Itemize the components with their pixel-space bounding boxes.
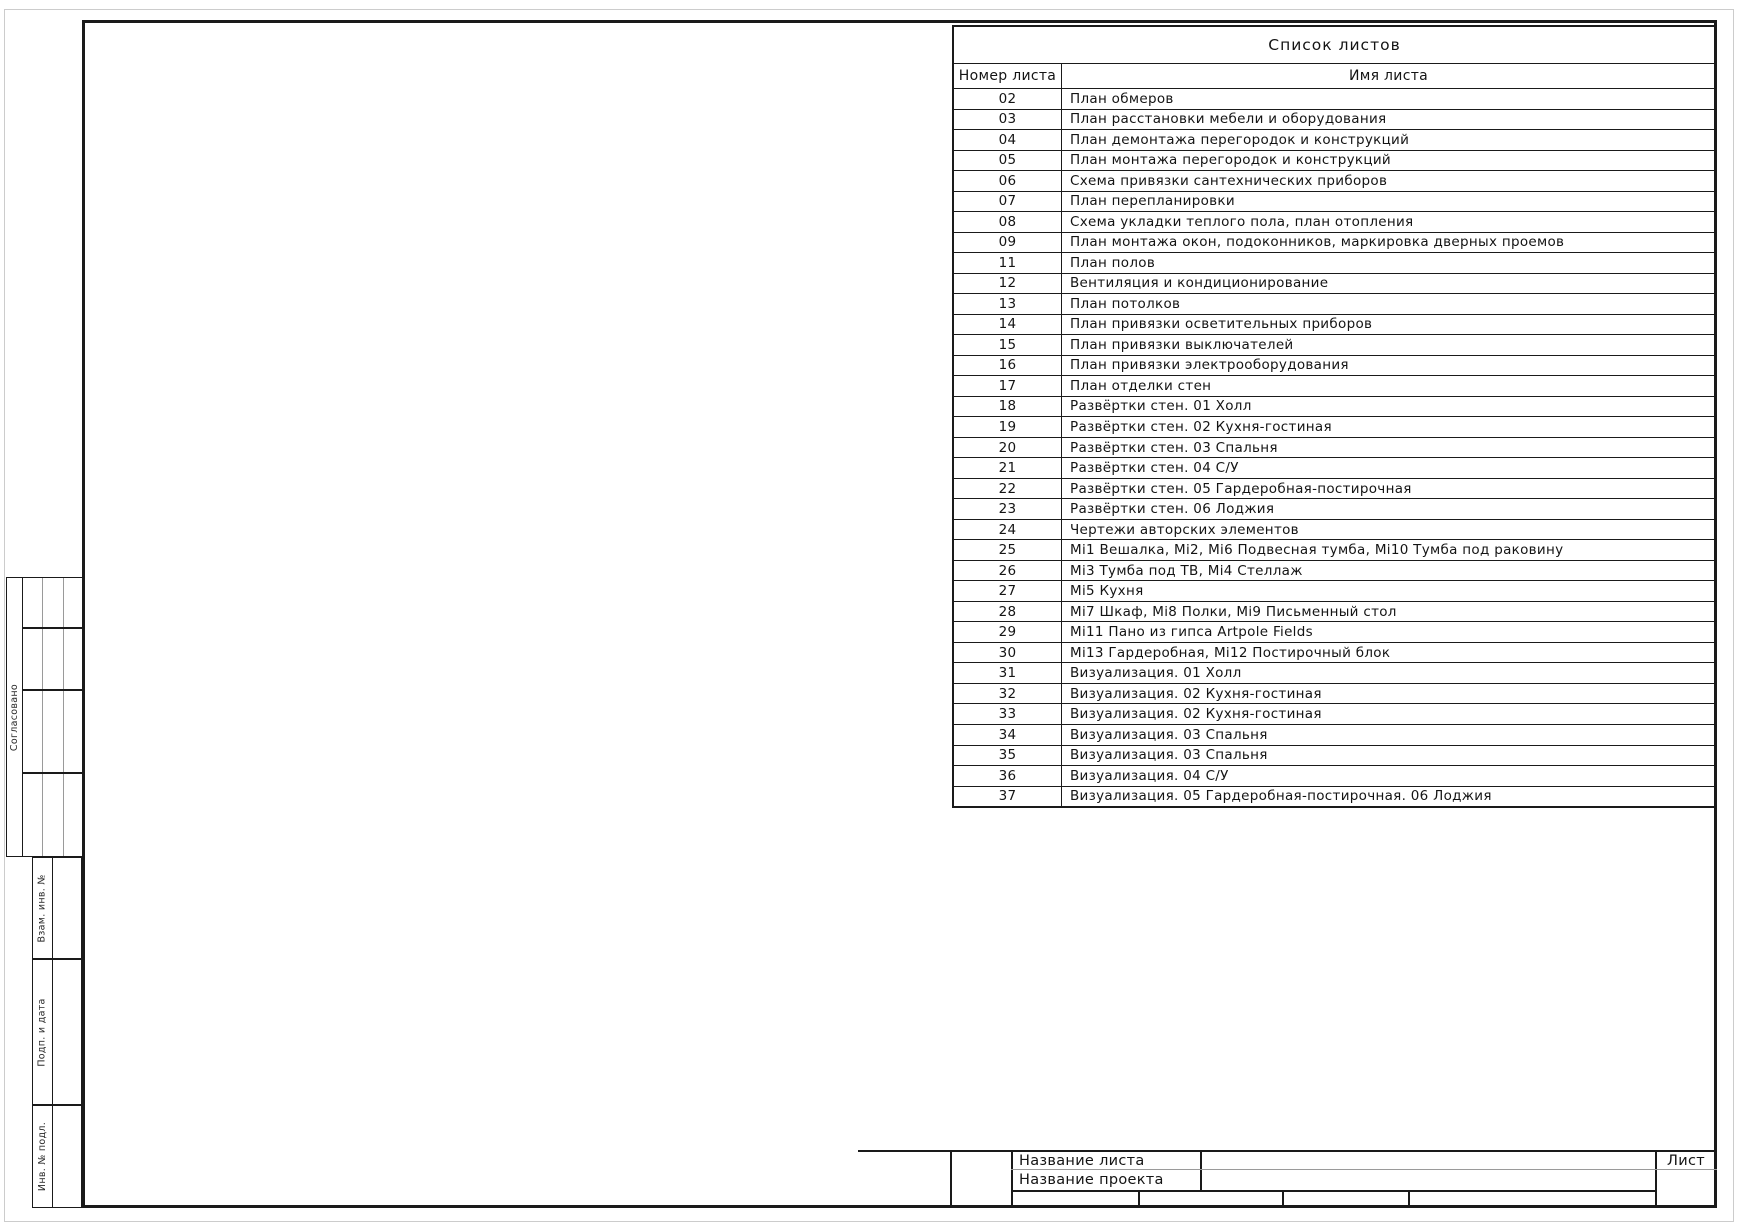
row-name-cell: Развёртки стен. 06 Лоджия (1070, 501, 1275, 518)
title-block-divider (1200, 1152, 1202, 1190)
title-block-divider (1138, 1190, 1140, 1208)
row-name-cell: План расстановки мебели и оборудования (1070, 111, 1387, 128)
sheet-name-label: Название листа (1019, 1153, 1145, 1169)
title-block-row-line (1011, 1190, 1655, 1192)
stamp-label-column (7, 578, 23, 856)
row-name-cell: Визуализация. 03 Спальня (1070, 747, 1268, 764)
row-number-cell: 15 (954, 335, 1062, 355)
row-name-cell: План обмеров (1070, 90, 1174, 107)
table-row (954, 766, 1715, 787)
table-row (954, 602, 1715, 623)
row-number-cell: 12 (954, 274, 1062, 294)
row-name-cell: Вентиляция и кондиционирование (1070, 275, 1329, 292)
row-number-cell: 16 (954, 356, 1062, 376)
table-row (954, 499, 1715, 520)
table-row (954, 315, 1715, 336)
row-number-cell: 14 (954, 315, 1062, 335)
row-name-cell: Mi3 Тумба под ТВ, Mi4 Стеллаж (1070, 562, 1303, 579)
table-row (954, 417, 1715, 438)
title-block-divider (950, 1152, 952, 1208)
soglasovano-label: Согласовано (9, 683, 20, 751)
row-number-cell: 21 (954, 458, 1062, 478)
stamp-grid-line (23, 627, 82, 629)
stamp-grid-line (23, 772, 82, 774)
table-row (954, 294, 1715, 315)
row-name-cell: Схема укладки теплого пола, план отопления (1070, 213, 1414, 230)
row-name-cell: Развёртки стен. 02 Кухня-гостиная (1070, 419, 1332, 435)
stamp-grid-line (23, 689, 82, 691)
row-number-cell: 30 (954, 643, 1062, 663)
row-name-cell: План демонтажа перегородок и конструкций (1070, 131, 1410, 148)
title-block-divider (1408, 1190, 1410, 1208)
row-number-cell: 36 (954, 766, 1062, 786)
row-name-cell: План перепланировки (1070, 193, 1235, 210)
row-name-cell: План монтажа окон, подоконников, маркировка дверных проемов (1070, 234, 1565, 251)
row-name-cell: Визуализация. 02 Кухня-гостиная (1070, 706, 1322, 723)
row-number-cell: 04 (954, 130, 1062, 150)
row-number-cell: 08 (954, 212, 1062, 232)
row-number-cell: 07 (954, 192, 1062, 212)
row-name-cell: План привязки электрооборудования (1070, 357, 1349, 374)
table-row (954, 171, 1715, 192)
table-row (954, 643, 1715, 664)
table-row (954, 540, 1715, 561)
stamp-podp-data (32, 959, 82, 1105)
table-row (954, 233, 1715, 254)
stamp-grid-line (63, 578, 64, 856)
stamp-label-column (33, 960, 53, 1104)
table-row (954, 253, 1715, 274)
row-number-cell: 24 (954, 520, 1062, 540)
table-row (954, 520, 1715, 541)
row-number-cell: 22 (954, 479, 1062, 499)
table-row (954, 684, 1715, 705)
row-number-cell: 34 (954, 725, 1062, 745)
row-number-cell: 27 (954, 581, 1062, 601)
row-number-cell: 02 (954, 89, 1062, 109)
row-number-cell: 31 (954, 663, 1062, 683)
row-name-cell: План привязки осветительных приборов (1070, 316, 1373, 333)
sheet-list-header (954, 64, 1715, 89)
sheet-number-label: Лист (1667, 1153, 1705, 1169)
column-header-name: Имя листа (1348, 68, 1429, 84)
row-name-cell: Чертежи авторских элементов (1070, 521, 1299, 538)
row-name-cell: Визуализация. 04 С/У (1070, 767, 1229, 784)
row-name-cell: Схема привязки сантехнических приборов (1070, 172, 1388, 189)
row-name-cell: Mi7 Шкаф, Mi8 Полки, Mi9 Письменный стол (1070, 603, 1397, 620)
table-row (954, 274, 1715, 295)
table-row (954, 397, 1715, 418)
row-number-cell: 11 (954, 253, 1062, 273)
row-number-cell: 33 (954, 704, 1062, 724)
row-number-cell: 23 (954, 499, 1062, 519)
table-row (954, 561, 1715, 582)
row-name-cell: Mi5 Кухня (1070, 583, 1144, 600)
table-row (954, 704, 1715, 725)
row-number-cell: 05 (954, 151, 1062, 171)
row-name-cell: Развёртки стен. 05 Гардеробная-постирочная (1070, 480, 1412, 497)
row-name-cell: План монтажа перегородок и конструкций (1070, 152, 1391, 169)
row-number-cell: 19 (954, 417, 1062, 437)
table-row (954, 89, 1715, 110)
title-block-row-line (1011, 1169, 1717, 1170)
stamp-vzam-inv (32, 857, 82, 959)
row-number-cell: 13 (954, 294, 1062, 314)
row-name-cell: Визуализация. 05 Гардеробная-постирочная. 06 Лоджия (1070, 788, 1492, 805)
sheet-list-table (952, 25, 1717, 808)
sheet-list-title: Список листов (954, 27, 1715, 64)
row-number-cell: 09 (954, 233, 1062, 253)
table-row (954, 151, 1715, 172)
row-name-cell: План потолков (1070, 295, 1181, 312)
row-number-cell: 06 (954, 171, 1062, 191)
row-name-cell: Mi13 Гардеробная, Mi12 Постирочный блок (1070, 644, 1391, 661)
table-row (954, 376, 1715, 397)
title-block-divider (1282, 1190, 1284, 1208)
row-name-cell: Визуализация. 03 Спальня (1070, 726, 1268, 743)
project-name-label: Название проекта (1019, 1172, 1164, 1188)
row-number-cell: 26 (954, 561, 1062, 581)
table-row (954, 479, 1715, 500)
vzam-inv-label: Взам. инв. № (37, 873, 49, 943)
table-row (954, 725, 1715, 746)
row-number-cell: 20 (954, 438, 1062, 458)
table-row (954, 335, 1715, 356)
sheet-rows (954, 89, 1715, 806)
stamp-label-column (33, 1106, 53, 1207)
inv-podl-label: Инв. № подл. (37, 1121, 49, 1192)
row-name-cell: Развёртки стен. 03 Спальня (1070, 439, 1278, 456)
table-row (954, 438, 1715, 459)
table-row (954, 130, 1715, 151)
stamp-inv-podl (32, 1105, 82, 1208)
stamp-grid-line (42, 578, 43, 856)
table-row (954, 356, 1715, 377)
row-number-cell: 35 (954, 746, 1062, 766)
row-name-cell: Mi11 Пано из гипса Artpole Fields (1070, 624, 1313, 641)
stamp-soglasovano (6, 577, 83, 857)
row-name-cell: Развёртки стен. 01 Холл (1070, 398, 1252, 415)
title-block-divider (1011, 1152, 1013, 1208)
table-row (954, 746, 1715, 767)
row-number-cell: 17 (954, 376, 1062, 396)
row-number-cell: 29 (954, 622, 1062, 642)
row-name-cell: Визуализация. 01 Холл (1070, 665, 1242, 682)
table-row (954, 110, 1715, 131)
title-block (858, 1150, 1717, 1208)
column-header-number: Номер листа (954, 64, 1062, 88)
row-number-cell: 18 (954, 397, 1062, 417)
table-row (954, 581, 1715, 602)
row-name-cell: Mi1 Вешалка, Mi2, Mi6 Подвесная тумба, Mi10 Тумба под раковину (1070, 542, 1564, 559)
row-number-cell: 28 (954, 602, 1062, 622)
row-number-cell: 03 (954, 110, 1062, 130)
table-row (954, 458, 1715, 479)
row-name-cell: Визуализация. 02 Кухня-гостиная (1070, 685, 1322, 702)
table-row (954, 663, 1715, 684)
table-row (954, 622, 1715, 643)
row-number-cell: 37 (954, 787, 1062, 807)
row-number-cell: 32 (954, 684, 1062, 704)
stamp-label-column (33, 858, 53, 958)
table-row (954, 192, 1715, 213)
row-name-cell: Развёртки стен. 04 С/У (1070, 460, 1239, 477)
row-name-cell: План отделки стен (1070, 377, 1212, 394)
row-number-cell: 25 (954, 540, 1062, 560)
podp-data-label: Подп. и дата (37, 997, 49, 1067)
table-row (954, 212, 1715, 233)
table-row (954, 787, 1715, 807)
row-name-cell: План полов (1070, 254, 1156, 271)
row-name-cell: План привязки выключателей (1070, 336, 1294, 353)
